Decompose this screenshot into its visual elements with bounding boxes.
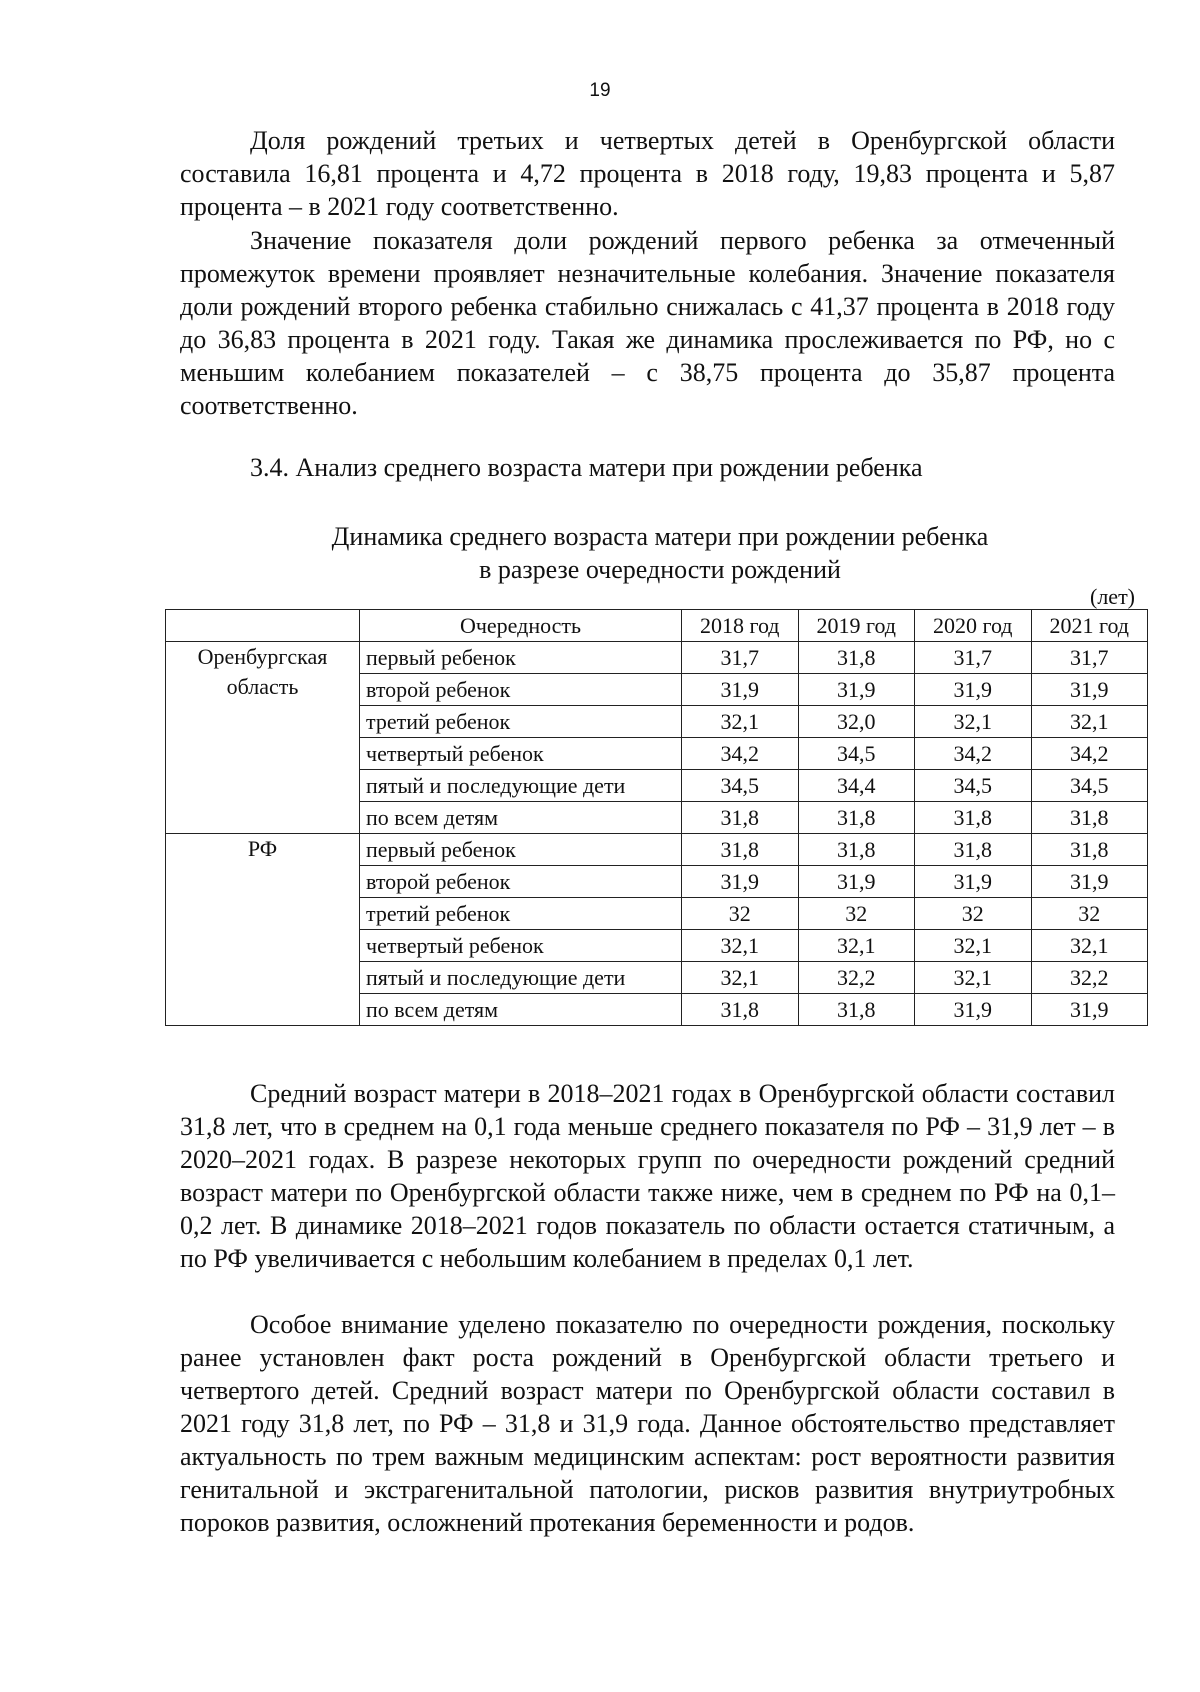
value-cell: 34,5 (915, 770, 1032, 802)
value-cell: 34,2 (1031, 738, 1148, 770)
value-cell: 31,8 (798, 994, 915, 1026)
value-cell: 31,8 (1031, 834, 1148, 866)
table-row (166, 834, 1148, 866)
value-cell: 32,1 (682, 930, 799, 962)
birth-order-cell: пятый и последующие дети (360, 770, 682, 802)
value-cell: 32,2 (1031, 962, 1148, 994)
header-region (166, 610, 360, 642)
value-cell: 31,8 (682, 802, 799, 834)
paragraph-medical-aspects: Особое внимание уделено показателю по очередности рождения, поскольку ранее установлен факт роста рождений в Оренбургской области третьего и четвертого детей. Средний возраст матери по Оренбургской области составил в 2021 году 31,8 лет, по РФ – 31,8 и 31,9 года. Данное обстоятельство представляет актуальность по трем важным медицинским аспектам: рост вероятности развития генитальной и экстрагенитальной патологии, рисков развития внутриутробных пороков развития, осложнений протекания беременности и родов. (180, 1310, 1115, 1537)
value-cell: 31,7 (682, 642, 799, 674)
value-cell: 32,1 (915, 962, 1032, 994)
value-cell: 32,1 (915, 930, 1032, 962)
value-cell: 34,5 (1031, 770, 1148, 802)
value-cell: 32,1 (682, 962, 799, 994)
region-cell: Оренбургская область (166, 642, 360, 834)
value-cell: 31,9 (915, 674, 1032, 706)
value-cell: 32,1 (1031, 930, 1148, 962)
birth-order-cell: по всем детям (360, 994, 682, 1026)
value-cell: 31,7 (1031, 642, 1148, 674)
region-cell: РФ (166, 834, 360, 1026)
value-cell: 31,9 (915, 994, 1032, 1026)
section-heading: 3.4. Анализ среднего возраста матери при рождении ребенка (250, 453, 923, 482)
value-cell: 32,1 (915, 706, 1032, 738)
value-cell: 31,9 (1031, 674, 1148, 706)
value-cell: 31,8 (915, 802, 1032, 834)
value-cell: 31,8 (682, 834, 799, 866)
value-cell: 31,7 (915, 642, 1032, 674)
value-cell: 31,9 (682, 674, 799, 706)
value-cell: 34,5 (682, 770, 799, 802)
value-cell: 32,0 (798, 706, 915, 738)
birth-order-cell: третий ребенок (360, 898, 682, 930)
maternal-age-table (165, 609, 1148, 1026)
value-cell: 31,8 (798, 834, 915, 866)
value-cell: 31,9 (1031, 866, 1148, 898)
value-cell: 32,1 (1031, 706, 1148, 738)
value-cell: 31,8 (682, 994, 799, 1026)
value-cell: 32 (798, 898, 915, 930)
value-cell: 34,2 (682, 738, 799, 770)
birth-order-cell: по всем детям (360, 802, 682, 834)
value-cell: 32 (682, 898, 799, 930)
value-cell: 31,8 (798, 642, 915, 674)
value-cell: 31,9 (798, 674, 915, 706)
paragraph-average-age-summary: Средний возраст матери в 2018–2021 годах в Оренбургской области составил 31,8 лет, что в среднем на 0,1 года меньше среднего показателя по РФ – 31,9 лет – в 2020–2021 годах. В разрезе некоторых групп по очередности рождений средний возраст матери по Оренбургской области также ниже, чем в среднем по РФ на 0,1–0,2 лет. В динамике 2018–2021 годов показатель по области остается статичным, а по РФ увеличивается с небольшим колебанием в пределах 0,1 лет. (180, 1079, 1115, 1273)
value-cell: 31,8 (1031, 802, 1148, 834)
birth-order-cell: первый ребенок (360, 642, 682, 674)
value-cell: 31,8 (915, 834, 1032, 866)
birth-order-cell: второй ребенок (360, 866, 682, 898)
birth-order-cell: второй ребенок (360, 674, 682, 706)
birth-order-cell: четвертый ребенок (360, 738, 682, 770)
table-body (166, 642, 1148, 1026)
table-caption-line-1: Динамика среднего возраста матери при рождении ребенка (331, 522, 989, 551)
birth-order-cell: первый ребенок (360, 834, 682, 866)
birth-order-cell: пятый и последующие дети (360, 962, 682, 994)
header-2020: 2020 год (915, 610, 1032, 642)
paragraph-third-fourth-births: Доля рождений третьих и четвертых детей в Оренбургской области составила 16,81 процента и 4,72 процента в 2018 году, 19,83 процента и 5,87 процента – в 2021 году соответственно. (180, 126, 1115, 221)
value-cell: 31,9 (915, 866, 1032, 898)
value-cell: 31,9 (682, 866, 799, 898)
value-cell: 34,4 (798, 770, 915, 802)
value-cell: 31,9 (1031, 994, 1148, 1026)
header-2021: 2021 год (1031, 610, 1148, 642)
table-caption-line-2: в разрезе очередности рождений (479, 555, 841, 584)
table-caption (160, 520, 1160, 586)
table-unit-label: (лет) (1090, 584, 1136, 609)
value-cell: 32 (915, 898, 1032, 930)
paragraph-first-second-births: Значение показателя доли рождений первого ребенка за отмеченный промежуток времени проявляет незначительные колебания. Значение показателя доли рождений второго ребенка стабильно снижалась с 41,37 процента в 2018 году до 36,83 процента в 2021 году. Такая же динамика прослеживается по РФ, но с меньшим колебанием показателей – с 38,75 процента до 35,87 процента соответственно. (180, 226, 1115, 420)
header-2019: 2019 год (798, 610, 915, 642)
value-cell: 32,2 (798, 962, 915, 994)
header-order: Очередность (360, 610, 682, 642)
birth-order-cell: четвертый ребенок (360, 930, 682, 962)
value-cell: 32,1 (682, 706, 799, 738)
birth-order-cell: третий ребенок (360, 706, 682, 738)
value-cell: 31,9 (798, 866, 915, 898)
value-cell: 32 (1031, 898, 1148, 930)
value-cell: 31,8 (798, 802, 915, 834)
header-2018: 2018 год (682, 610, 799, 642)
page-number: 19 (589, 80, 611, 101)
value-cell: 32,1 (798, 930, 915, 962)
value-cell: 34,5 (798, 738, 915, 770)
value-cell: 34,2 (915, 738, 1032, 770)
table-row (166, 642, 1148, 674)
table-header-row (166, 610, 1148, 642)
